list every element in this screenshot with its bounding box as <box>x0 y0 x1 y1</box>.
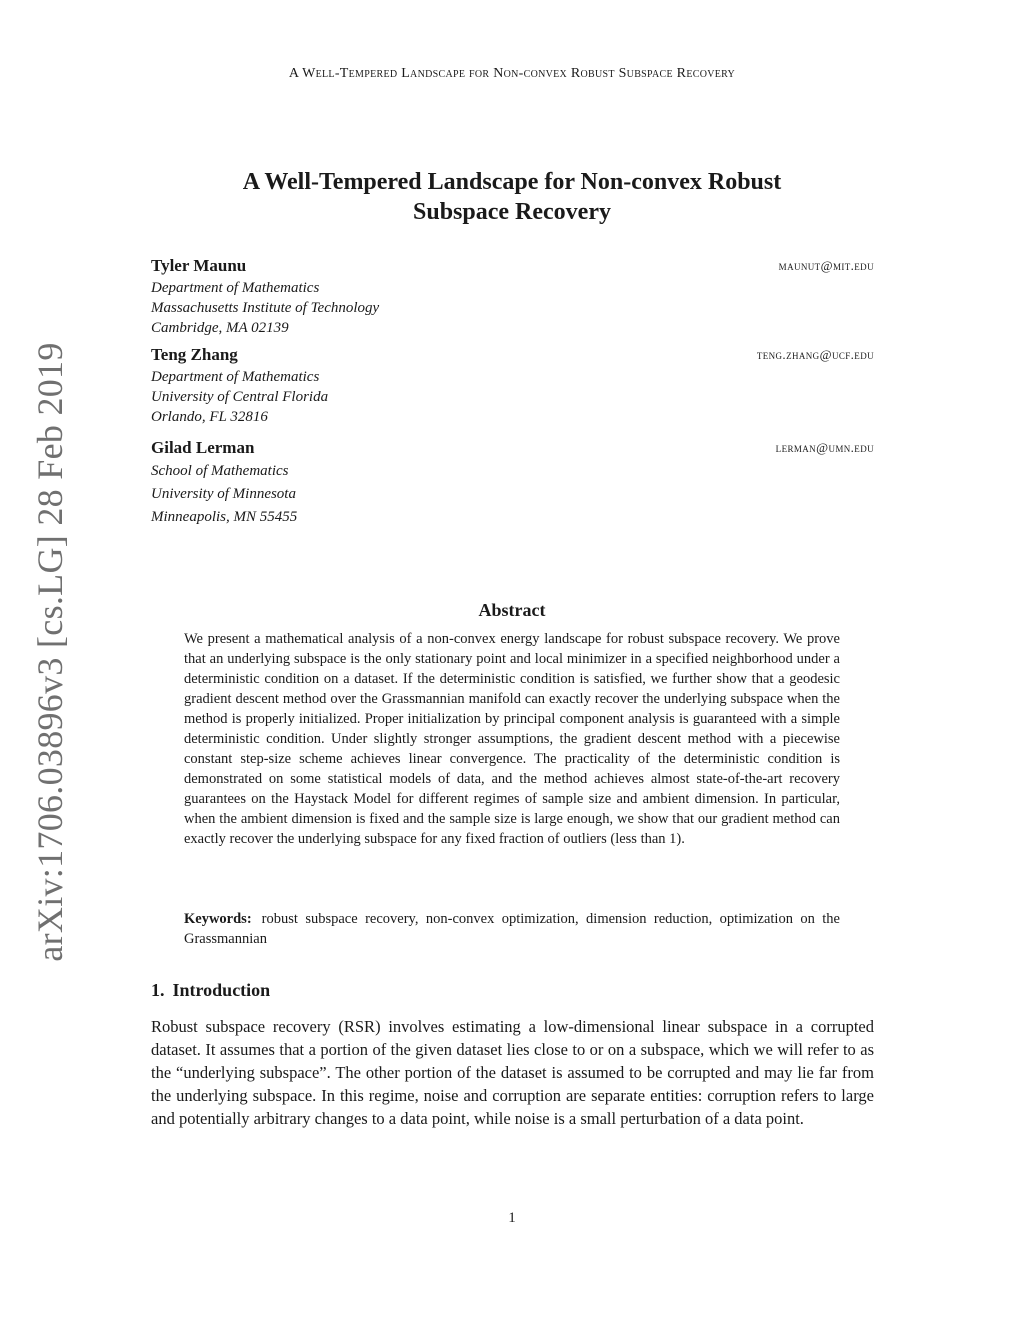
author-name: Teng Zhang <box>151 345 238 364</box>
keywords <box>184 909 840 949</box>
author-email[interactable]: teng.zhang@ucf.edu <box>756 347 874 362</box>
author-name: Tyler Maunu <box>151 256 247 275</box>
author-location: Cambridge, MA 02139 <box>151 320 289 336</box>
introduction-paragraph: Robust subspace recovery (RSR) involves estimating a low-dimensional linear subspace in a corrupted dataset. It assumes that a portion of the given dataset lies close to or on a subspace, which we will refer to as the “underlying subspace”. The other portion of the dataset is assumed to be corrupted and may lie far from the underlying subspace. In this regime, noise and corruption are separate entities: corruption refers to large and potentially arbitrary changes to a data point, while noise is a small perturbation of a data point. <box>151 1017 874 1128</box>
author-location: Minneapolis, MN 55455 <box>151 509 298 525</box>
author-email[interactable]: lerman@umn.edu <box>775 440 874 455</box>
author-department: Department of Mathematics <box>151 369 320 385</box>
paper-title <box>150 167 874 227</box>
author-email[interactable]: maunut@mit.edu <box>778 258 874 273</box>
author-institution: University of Minnesota <box>151 486 296 502</box>
author-block-2 <box>151 345 874 427</box>
section-heading <box>151 980 270 1001</box>
abstract-heading: Abstract <box>478 600 546 620</box>
author-department: Department of Mathematics <box>151 280 320 296</box>
paper-title-line-1: A Well-Tempered Landscape for Non-convex Robust <box>242 169 782 195</box>
page-number: 1 <box>508 1210 516 1226</box>
section-title: Introduction <box>172 980 271 1000</box>
keywords-text: robust subspace recovery, non-convex optimization, dimension reduction, optimization on the Grassmannian <box>184 911 840 947</box>
arxiv-identifier: arXiv:1706.03896v3 [cs.LG] 28 Feb 2019 <box>30 342 70 962</box>
running-head: A Well-Tempered Landscape for Non-convex Robust Subspace Recovery <box>288 66 736 81</box>
author-name: Gilad Lerman <box>151 438 255 457</box>
author-block-1 <box>151 256 874 338</box>
author-location: Orlando, FL 32816 <box>151 409 268 425</box>
author-department: School of Mathematics <box>151 463 289 479</box>
author-institution: Massachusetts Institute of Technology <box>151 300 380 316</box>
keywords-label: Keywords: <box>184 911 252 927</box>
abstract-text: We present a mathematical analysis of a non-convex energy landscape for robust subspace recovery. We prove that an underlying subspace is the only stationary point and local minimizer in a specified neighborhood under a deterministic condition on a dataset. If the deterministic condition is satisfied, we further show that a geodesic gradient descent method over the Grassmannian manifold can exactly recover the underlying subspace when the method is properly initialized. Proper initialization by principal component analysis is guaranteed with a simple deterministic condition. Under slightly stronger assumptions, the gradient descent method with a piecewise constant step-size scheme achieves linear convergence. The practicality of the deterministic condition is demonstrated on some statistical models of data, and the method achieves almost state-of-the-art recovery guarantees on the Haystack Model for different regimes of sample size and ambient dimension. In particular, when the ambient dimension is fixed and the sample size is large enough, we show that our gradient method can exactly recover the underlying subspace for any fixed fraction of outliers (less than 1). <box>184 631 840 847</box>
author-institution: University of Central Florida <box>151 389 329 405</box>
paper-title-line-2: Subspace Recovery <box>413 199 611 225</box>
section-number: 1. <box>151 980 165 1000</box>
author-block-3 <box>151 438 874 529</box>
